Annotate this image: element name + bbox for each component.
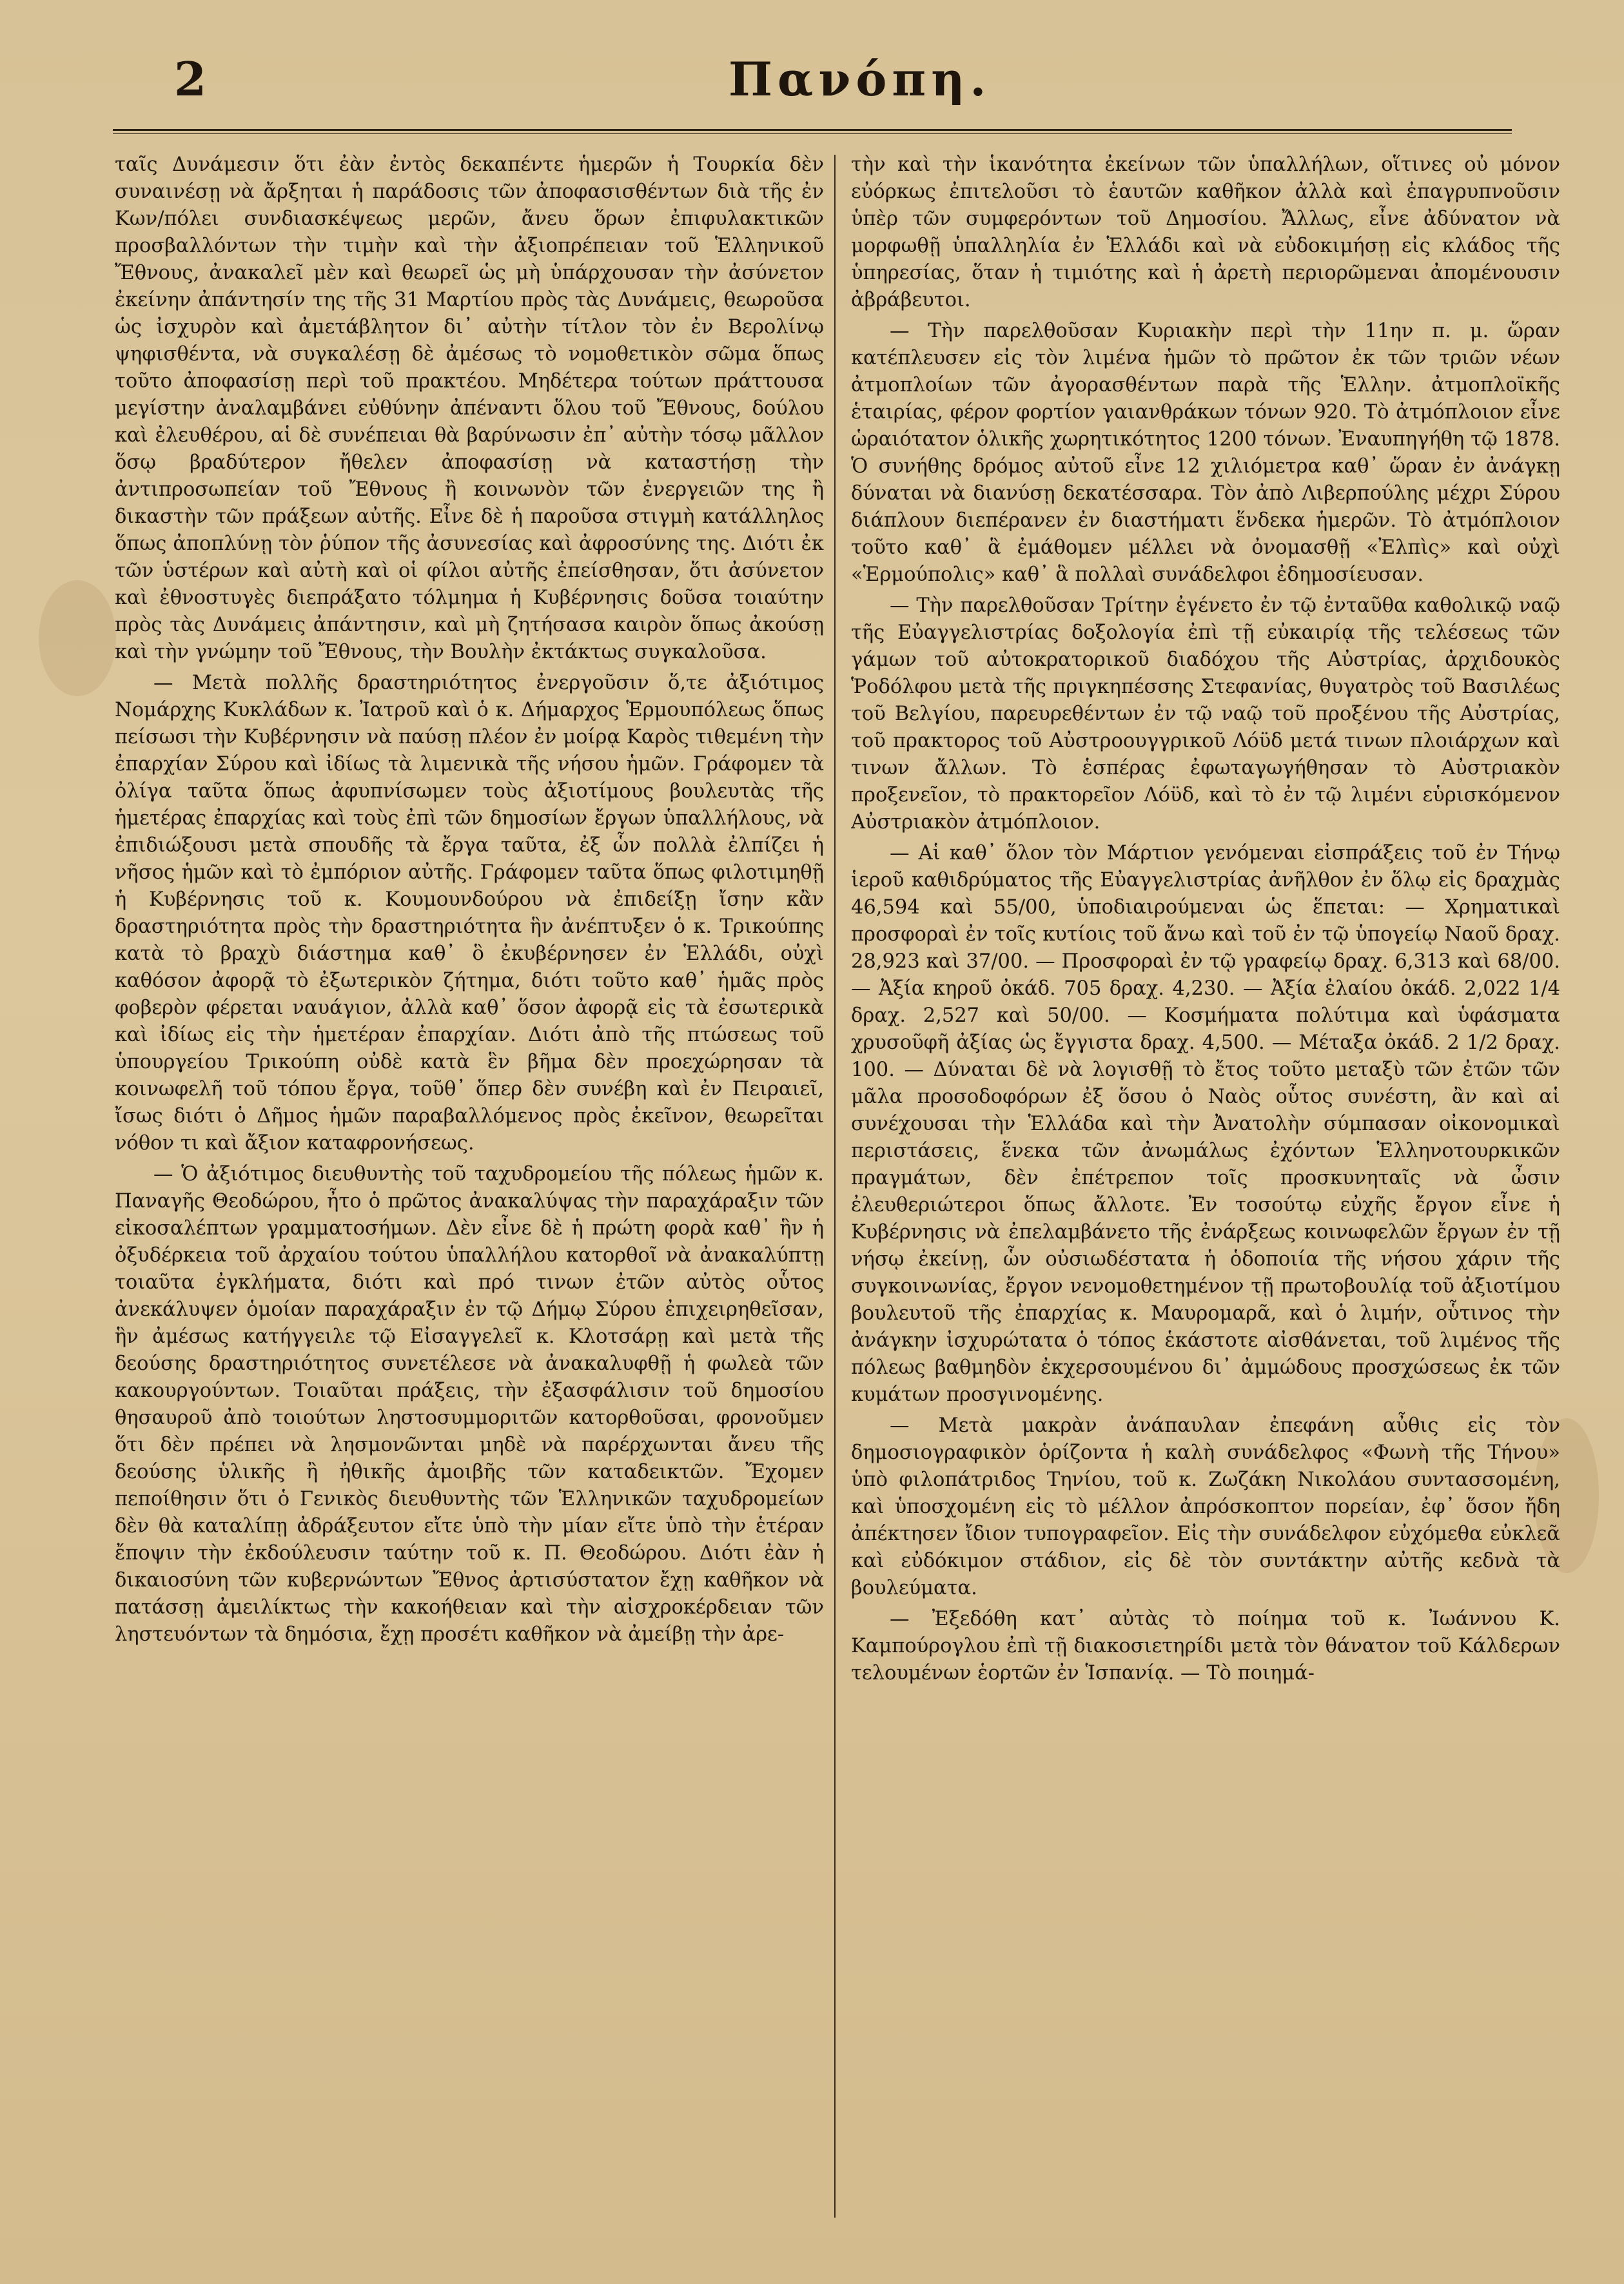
page-number: 2 (174, 52, 207, 106)
article-paragraph: — Τὴν παρελθοῦσαν Τρίτην ἐγένετο ἐν τῷ ἐνταῦθα καθολικῷ ναῷ τῆς Εὐαγγελιστρίας δοξολογία ἐπὶ τῇ εὐκαιρίᾳ τῆς τελέσεως τῶν γάμων τοῦ αὐτοκρατορικοῦ διαδόχου τῆς Αὐστρίας, ἀρχιδουκὸς Ῥοδόλφου μετὰ τῆς πριγκηπέσσης Στεφανίας, θυγατρὸς τοῦ Βασιλέως τοῦ Βελγίου, παρευρεθέντων ἐν τῷ ναῷ τοῦ προξένου τῆς Αὐστρίας, τοῦ πρακτορος τοῦ Αὐστροουγγρικοῦ Λόϋδ μετά τινων πλοιάρχων καὶ τινων ἄλλων. Τὸ ἑσπέρας ἐφωταγωγήθησαν τὸ Αὐστριακὸν προξενεῖον, τὸ πρακτορεῖον Λόϋδ, καὶ τὸ ἐν τῷ λιμένι εὑρισκόμενον Αὐστριακὸν ἀτμόπλοιον. (851, 594, 1560, 834)
article-paragraph: — Αἱ καθ᾽ ὅλον τὸν Μάρτιον γενόμεναι εἰσπράξεις τοῦ ἐν Τήνῳ ἱεροῦ καθιδρύματος τῆς Εὐαγγελιστρίας ἀνῆλθον ἐν ὅλῳ εἰς δραχμὰς 46,594 καὶ 55/00, ὑποδιαιρούμεναι ὡς ἕπεται: — Χρηματικαὶ προσφοραὶ ἐν τοῖς κυτίοις τοῦ ἄνω καὶ τοῦ ἐν τῷ ὑπογείῳ Ναοῦ δραχ. 28,923 καὶ 37/00. — Προσφοραὶ ἐν τῷ γραφείῳ δραχ. 6,313 καὶ 68/00. — Ἀξία κηροῦ ὀκάδ. 705 δραχ. 4,230. — Ἀξία ἐλαίου ὀκάδ. 2,022 1/4 δραχ. 2,527 καὶ 50/00. — Κοσμήματα πολύτιμα καὶ ὑφάσματα χρυσοῦφῆ ἀξίας ὡς ἔγγιστα δραχ. 4,500. — Μέταξα ὀκάδ. 2 1/2 δραχ. 100. — Δύναται δὲ νὰ λογισθῇ τὸ ἔτος τοῦτο μεταξὺ τῶν ἐτῶν τῶν μᾶλα προσοδοφόρων ἐξ ὅσου ὁ Ναὸς οὗτος συνέστη, ἂν καὶ αἱ συνέχουσαι τὴν Ἑλλάδα καὶ τὴν Ἀνατολὴν σύμπασαν οἰκονομικαὶ περιστάσεις, ἕνεκα τῶν ἀνωμάλως ἐχόντων Ἑλληνοτουρκικῶν πραγμάτων, δὲν ἐπέτρεπον τοῖς προσκυνηταῖς νὰ ὦσιν ἐλευθεριώτεροι ὅπως ἄλλοτε. Ἐν τοσούτῳ εὐχῆς ἔργον εἶνε ἡ Κυβέρνησις νὰ ἐπελαμβάνετο τῆς ἐνάρξεως κοινωφελῶν ἔργων ἐν τῇ νήσῳ ἐκείνῃ, ὧν οὐσιωδέστατα ἡ ὁδοποιία τῆς νήσου χάριν τῆς συγκοινωνίας, ἔργον νενομοθετημένον τῇ πρωτοβουλίᾳ τοῦ ἀξιοτίμου βουλευτοῦ τῆς ἐπαρχίας κ. Μαυρομαρᾶ, καὶ ὁ λιμήν, οὗτινος τὴν ἀνάγκην ἰσχυρώτατα ὁ τόπος ἑκάστοτε αἰσθάνεται, τοῦ λιμένος τῆς πόλεως βαθμηδὸν ἐκχερσουμένου δι᾽ ἀμμώδους προσχώσεως ἐκ τῶν κυμάτων προσγινομένης. (851, 842, 1560, 1406)
newspaper-title: Πανόπη. (729, 52, 992, 106)
article-paragraph: — Τὴν παρελθοῦσαν Κυριακὴν περὶ τὴν 11ην π. μ. ὥραν κατέπλευσεν εἰς τὸν λιμένα ἡμῶν τὸ πρῶτον ἐκ τῶν τριῶν νέων ἀτμοπλοίων τῶν ἀγορασθέντων παρὰ τῆς Ἑλλην. ἀτμοπλοϊκῆς ἑταιρίας, φέρον φορτίον γαιανθράκων τόνων 920. Τὸ ἀτμόπλοιον εἶνε ὡραιότατον ὁλικῆς χωρητικότητος 1200 τόνων. Ἐναυπηγήθη τῷ 1878. Ὁ συνήθης δρόμος αὐτοῦ εἶνε 12 χιλιόμετρα καθ᾽ ὥραν ἐν ἀνάγκῃ δύναται νὰ διανύσῃ δεκατέσσαρα. Τὸν ἀπὸ Λιβερπούλης μέχρι Σύρου διάπλουν διεπέρανεν ἐν διαστήματι ἕνδεκα ἡμερῶν. Τὸ ἀτμόπλοιον τοῦτο καθ᾽ ἃ ἐμάθομεν μέλλει νὰ ὀνομασθῇ «Ἐλπὶς» καὶ οὐχὶ «Ἑρμούπολις» καθ᾽ ἃ πολλαὶ συνάδελφοι ἐδημοσίευσαν. (851, 320, 1560, 586)
page-header (0, 39, 1624, 116)
article-paragraph: τὴν καὶ τὴν ἱκανότητα ἐκείνων τῶν ὑπαλλήλων, οἵτινες οὐ μόνον εὐόρκως ἐπιτελοῦσι τὸ ἑαυτῶν καθῆκον ἀλλὰ καὶ ἐπαγρυπνοῦσιν ὑπὲρ τῶν συμφερόντων τοῦ Δημοσίου. Ἄλλως, εἶνε ἀδύνατον νὰ μορφωθῇ ὑπαλληλία ἐν Ἑλλάδι καὶ νὰ εὐδοκιμήσῃ εἰς κλάδος τῆς ὑπηρεσίας, ὅταν ἡ τιμιότης καὶ ἡ ἀρετὴ περιορῶμεναι ἀπομένουσιν ἀβράβευτοι. (851, 153, 1560, 311)
header-rule-thin (113, 133, 1512, 134)
right-column (851, 151, 1560, 2260)
article-paragraph: ταῖς Δυνάμεσιν ὅτι ἐὰν ἐντὸς δεκαπέντε ἡμερῶν ἡ Τουρκία δὲν συναινέσῃ νὰ ἄρξηται ἡ παράδοσις τῶν ἀποφασισθέντων διὰ τῆς ἐν Κων/πόλει συνδιασκέψεως μερῶν, ἄνευ ὅρων ἐπιφυλακτικῶν προσβαλλόντων τὴν τιμὴν καὶ τὴν ἀξιοπρέπειαν τοῦ Ἑλληνικοῦ Ἔθνους, ἀνακαλεῖ μὲν καὶ θεωρεῖ ὡς μὴ ὑπάρχουσαν τὴν ἀσύνετον ἐκείνην ἀπάντησίν της τῆς 31 Μαρτίου πρὸς τὰς Δυνάμεις, θεωροῦσα ὡς ἰσχυρὸν καὶ ἀμετάβλητον δι᾽ αὐτὴν τίτλον τὸν ἐν Βερολίνῳ ψηφισθέντα, νὰ συγκαλέσῃ δὲ ἀμέσως τὸ νομοθετικὸν σῶμα ὅπως τοῦτο ἀποφασίσῃ περὶ τοῦ πρακτέου. Μηδέτερα τούτων πράττουσα μεγίστην ἀναλαμβάνει εὐθύνην ἀπέναντι ὅλου τοῦ Ἔθνους, δούλου καὶ ἐλευθέρου, αἱ δὲ συνέπειαι θὰ βαρύνωσιν ἐπ᾽ αὐτὴν τόσῳ μᾶλλον ὅσῳ βραδύτερον ἤθελεν ἀποφασίσῃ νὰ καταστήσῃ τὴν ἀντιπροσωπείαν τοῦ Ἔθνους ἢ κοινωνὸν τῶν ἐνεργειῶν της ἢ δικαστὴν τῶν πράξεων αὐτῆς. Εἶνε δὲ ἡ παροῦσα στιγμὴ κατάλληλος ὅπως ἀποπλύνῃ τὸν ῥύπον τῆς ἀσυνεσίας καὶ ἀφροσύνης της. Διότι ἐκ τῶν ὑστέρων καὶ αὐτὴ καὶ οἱ φίλοι αὐτῆς ἐπείσθησαν, ὅτι ἀσύνετον καὶ ἐθνοστυγὲς διεπράξατο τόλμημα ἡ Κυβέρνησις δοῦσα τοιαύτην πρὸς τὰς Δυνάμεις ἀπάντησιν, καὶ μὴ ζητήσασα καιρὸν ὅπως ἀκούσῃ καὶ τὴν γνώμην τοῦ Ἔθνους, τὴν Βουλὴν ἐκτάκτως συγκαλοῦσα. (115, 153, 824, 663)
article-paragraph: — Ὁ ἀξιότιμος διευθυντὴς τοῦ ταχυδρομείου τῆς πόλεως ἡμῶν κ. Παναγῆς Θεοδώρου, ἦτο ὁ πρῶτος ἀνακαλύψας τὴν παραχάραξιν τῶν εἰκοσαλέπτων γραμματοσήμων. Δὲν εἶνε δὲ ἡ πρώτη φορὰ καθ᾽ ἣν ἡ ὀξυδέρκεια τοῦ ἀρχαίου τούτου ὑπαλλήλου κατορθοῖ νὰ ἀνακαλύπτῃ τοιαῦτα ἐγκλήματα, διότι καὶ πρό τινων ἐτῶν αὐτὸς οὗτος ἀνεκάλυψεν ὁμοίαν παραχάραξιν ἐν τῷ Δήμῳ Σύρου ἐπιχειρηθεῖσαν, ἣν ἀμέσως κατήγγειλε τῷ Εἰσαγγελεῖ κ. Κλοτσάρῃ καὶ μετὰ τῆς δεούσης δραστηριότητος συνετέλεσε νὰ ἀνακαλυφθῇ ἡ φωλεὰ τῶν κακουργούντων. Τοιαῦται πράξεις, τὴν ἐξασφάλισιν τοῦ δημοσίου θησαυροῦ ἀπὸ τοιούτων ληστοσυμμοριτῶν κατορθοῦσαι, φρονοῦμεν ὅτι δὲν πρέπει νὰ λησμονῶνται μηδὲ νὰ παρέρχωνται ἄνευ τῆς δεούσης ὑλικῆς ἢ ἠθικῆς ἀμοιβῆς τῶν καταδεικτῶν. Ἔχομεν πεποίθησιν ὅτι ὁ Γενικὸς διευθυντὴς τῶν Ἑλληνικῶν ταχυδρομείων δὲν θὰ καταλίπῃ ἀδράξευτον εἴτε ὑπὸ τὴν μίαν εἴτε ὑπὸ τὴν ἑτέραν ἔποψιν τὴν ἐκδούλευσιν ταύτην τοῦ κ. Π. Θεοδώρου. Διότι ἐὰν ἡ δικαιοσύνη τῶν κυβερνώντων Ἔθνος ἀρτισύστατον ἔχῃ καθῆκον νὰ πατάσσῃ ἀμειλίκτως τὴν κακοήθειαν καὶ τὴν αἰσχροκέρδειαν τῶν ληστευόντων τὰ δημόσια, ἔχῃ προσέτι καθῆκον νὰ ἀμείβῃ τὴν ἀρε- (115, 1163, 824, 1646)
left-column (115, 151, 824, 2260)
header-rule (113, 129, 1512, 131)
article-paragraph: — Μετὰ πολλῆς δραστηριότητος ἐνεργοῦσιν ὅ,τε ἀξιότιμος Νομάρχης Κυκλάδων κ. Ἰατροῦ καὶ ὁ κ. Δήμαρχος Ἑρμουπόλεως ὅπως πείσωσι τὴν Κυβέρνησιν νὰ παύσῃ πλέον ἐν μοίρᾳ Καρὸς τιθεμένη τὴν ἐπαρχίαν Σύρου καὶ ἰδίως τὰ λιμενικὰ τῆς νήσου ἡμῶν. Γράφομεν τὰ ὀλίγα ταῦτα ὅπως ἀφυπνίσωμεν τοὺς ἀξιοτίμους βουλευτὰς τῆς ἡμετέρας ἐπαρχίας καὶ τοὺς ἐπὶ τῶν δημοσίων ἔργων ὑπαλλήλους, νὰ ἐπιδιώξουσι μετὰ σπουδῆς τὰ ἔργα ταῦτα, ἐξ ὧν πολλὰ ἐλπίζει ἡ νῆσος ἡμῶν καὶ τὸ ἐμπόριον αὐτῆς. Γράφομεν ταῦτα ὅπως φιλοτιμηθῇ ἡ Κυβέρνησις τοῦ κ. Κουμουνδούρου νὰ ἐπιδείξῃ ἴσην κἂν δραστηριότητα πρὸς τὴν δραστηριότητα ἣν ἀνέπτυξεν ὁ κ. Τρικούπης κατὰ τὸ βραχὺ διάστημα καθ᾽ ὃ ἐκυβέρνησεν ἐν Ἑλλάδι, οὐχὶ καθόσον ἀφορᾷ τὸ ἐξωτερικὸν ζήτημα, διότι τοῦτο καθ᾽ ἡμᾶς πρὸς φοβερὸν φέρεται ναυάγιον, ἀλλὰ καθ᾽ ὅσον ἀφορᾷ εἰς τὰ ἐσωτερικὰ καὶ ἰδίως εἰς τὴν ἡμετέραν ἐπαρχίαν. Διότι ἀπὸ τῆς πτώσεως τοῦ ὑπουργείου Τρικούπη οὐδὲ κατὰ ἓν βῆμα δὲν προεχώρησαν τὰ κοινωφελῆ τοῦ τόπου ἔργα, τοῦθ᾽ ὅπερ δὲν συνέβη καὶ ἐν Πειραιεῖ, ἴσως διότι ὁ Δῆμος ἡμῶν παραβαλλόμενος πρὸς ἐκεῖνον, θεωρεῖται νόθον τι καὶ ἄξιον καταφρονήσεως. (115, 672, 824, 1155)
paper-stain (39, 580, 116, 696)
article-paragraph: — Μετὰ μακρὰν ἀνάπαυλαν ἐπεφάνη αὖθις εἰς τὸν δημοσιογραφικὸν ὁρίζοντα ἡ καλὴ συνάδελφος «Φωνὴ τῆς Τήνου» ὑπὸ φιλοπάτριδος Τηνίου, τοῦ κ. Ζωζάκη Νικολάου συντασσομένη, καὶ ὑποσχομένη εἰς τὸ μέλλον ἀπρόσκοπτον πορείαν, ἐφ᾽ ὅσον ἤδη ἀπέκτησεν ἴδιον τυπογραφεῖον. Εἰς τὴν συνάδελφον εὐχόμεθα εὐκλεᾶ καὶ εὐδόκιμον στάδιον, εἰς δὲ τὸν συντάκτην αὐτῆς κεδνὰ τὰ βουλεύματα. (851, 1414, 1560, 1599)
article-paragraph: — Ἐξεδόθη κατ᾽ αὐτὰς τὸ ποίημα τοῦ κ. Ἰωάννου Κ. Καμπούρογλου ἐπὶ τῇ διακοσιετηρίδι μετὰ τὸν θάνατον τοῦ Κάλδερων τελουμένων ἑορτῶν ἐν Ἱσπανίᾳ. — Τὸ ποιημά- (851, 1608, 1560, 1684)
column-divider (834, 155, 836, 2218)
